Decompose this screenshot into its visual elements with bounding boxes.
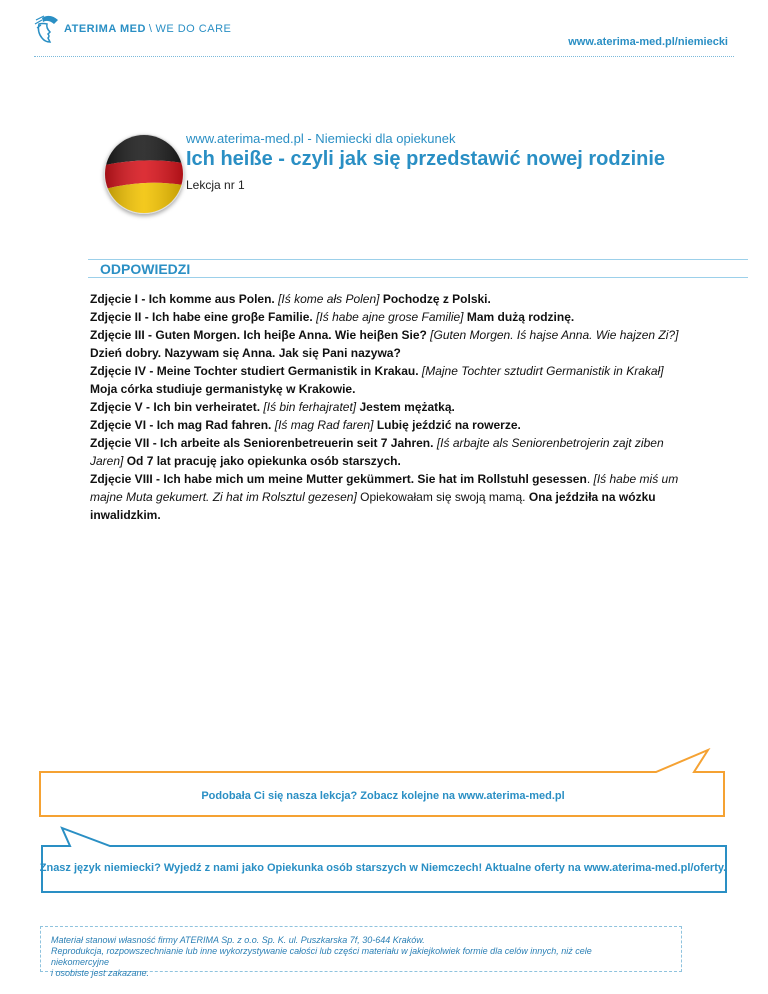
answer-label: Zdjęcie VII — [90, 436, 150, 450]
german-flag-icon — [104, 134, 184, 214]
answer-pronunciation: [Iś kome ałs Polen] — [278, 292, 380, 306]
answer-item: Zdjęcie II - Ich habe eine groβe Familie. [Iś habe ajne grose Familie] Mam dużą rodzinę. — [90, 310, 575, 324]
answer-label: Zdjęcie V — [90, 400, 143, 414]
brand-separator: \ — [148, 23, 153, 35]
answer-item: Zdjęcie III - Guten Morgen. Ich heiβe Anna. Wie heiβen Sie? [Guten Morgen. Iś hajse Anna. Wie hajzen Zi?] Dzień dobry. Nazywam się Anna. Jak się Pani nazywa? — [90, 328, 679, 360]
copyright-line: Reprodukcja, rozpowszechnianie lub inne wykorzystywanie całości lub części materiału w jakiejkolwiek formie dla celów innych, niż cele niekomercyjne — [51, 946, 592, 967]
answer-item: Zdjęcie VIII - Ich habe mich um meine Mutter gekümmert. Sie hat im Rollstuhl gesessen. [Iś habe miś um majne Muta gekumert. Zi hat im Rolsztul gezesen] Opiekowałam się swoją mamą. Ona jeździła na wózku inwalidzkim. — [90, 472, 679, 522]
orange-promo-banner[interactable] — [38, 748, 728, 820]
brand-logo — [34, 14, 231, 44]
lesson-subtitle: www.aterima-med.pl - Niemiecki dla opiekunek — [186, 131, 456, 146]
answer-polish: Dzień dobry. Nazywam się Anna. Jak się Pani nazywa? — [90, 346, 401, 360]
answer-pronunciation: [Iś habe ajne grose Familie] — [316, 310, 464, 324]
face-profile-icon — [34, 14, 60, 44]
answer-pronunciation: [Iś bin ferhajratet] — [263, 400, 357, 414]
answer-polish: Lubię jeździć na rowerze. — [376, 418, 521, 432]
header-divider — [34, 56, 734, 57]
blue-banner-text[interactable]: Znasz język niemiecki? Wyjedź z nami jako Opiekunka osób starszych w Niemczech! Aktualne oferty na www.aterima-med.pl/oferty. — [39, 862, 727, 874]
brand-name: ATERIMA MED — [64, 23, 146, 35]
copyright-notice — [40, 926, 682, 978]
answer-polish: Mam dużą rodzinę. — [466, 310, 575, 324]
answer-label: Zdjęcie VIII — [90, 472, 153, 486]
answer-pronunciation: [Iś arbajte als Seniorenbetrojerin zajt ziben Jaren] — [90, 436, 664, 468]
answer-label: Zdjęcie VI — [90, 418, 147, 432]
answer-label: Zdjęcie III — [90, 328, 145, 342]
lesson-title: Ich heiße - czyli jak się przedstawić nowej rodzinie — [186, 148, 666, 170]
orange-banner-text[interactable]: Podobała Ci się nasza lekcja? Zobacz kolejne na www.aterima-med.pl — [201, 790, 565, 802]
brand-tagline: WE DO CARE — [155, 23, 232, 35]
answers-heading: ODPOWIEDZI — [100, 261, 191, 277]
answer-german: Ich mag Rad fahren. — [156, 418, 272, 432]
answer-german: Ich bin verheiratet. — [153, 400, 261, 414]
answer-item: Zdjęcie VI - Ich mag Rad fahren. [Iś mag Rad faren] Lubię jeździć na rowerze. — [90, 418, 521, 432]
answer-pronunciation: [Majne Tochter sztudirt Germanistik in Krakał] — [421, 364, 664, 378]
answer-german: Ich habe mich um meine Mutter gekümmert. Sie hat im Rollstuhl gesessen — [163, 472, 587, 486]
answer-polish: Moja córka studiuje germanistykę w Krakowie. — [90, 382, 356, 396]
answer-pronunciation: [Guten Morgen. Iś hajse Anna. Wie hajzen Zi?] — [430, 328, 679, 342]
answer-german: Ich arbeite als Seniorenbetreuerin seit 7 Jahren. — [160, 436, 434, 450]
blue-speech-bubble-icon — [38, 826, 728, 894]
answers-heading-bar — [88, 259, 748, 278]
answer-polish: Jestem mężatką. — [359, 400, 455, 414]
lesson-number: Lekcja nr 1 — [186, 178, 245, 192]
answer-pronunciation: [Iś mag Rad faren] — [274, 418, 374, 432]
orange-speech-bubble-icon — [38, 748, 728, 820]
answer-german: Guten Morgen. Ich heiβe Anna. Wie heiβen Sie? — [155, 328, 427, 342]
header-url[interactable]: www.aterima-med.pl/niemiecki — [568, 36, 728, 48]
answer-label: Zdjęcie IV — [90, 364, 147, 378]
answer-german: Ich komme aus Polen. — [148, 292, 275, 306]
answer-item: Zdjęcie IV - Meine Tochter studiert Germanistik in Krakau. [Majne Tochter sztudirt Germanistik in Krakał] Moja córka studiuje germanistykę w Krakowie. — [90, 364, 664, 396]
answer-german: Ich habe eine groβe Familie. — [152, 310, 313, 324]
answer-polish-plain: Opiekowałam się swoją mamą. — [360, 490, 526, 504]
copyright-line: Materiał stanowi własność firmy ATERIMA Sp. z o.o. Sp. K. ul. Puszkarska 7f, 30-644 Kraków. — [51, 935, 425, 945]
answers-list — [90, 290, 690, 524]
answer-label: Zdjęcie I — [90, 292, 139, 306]
answer-polish: Ona jeździła na wózku inwalidzkim. — [90, 490, 656, 522]
answer-item: Zdjęcie I - Ich komme aus Polen. [Iś kome ałs Polen] Pochodzę z Polski. — [90, 292, 491, 306]
answer-item: Zdjęcie VII - Ich arbeite als Seniorenbetreuerin seit 7 Jahren. [Iś arbajte als Seniorenbetrojerin zajt ziben Jaren] Od 7 lat pracuję jako opiekunka osób starszych. — [90, 436, 664, 468]
answer-polish: Od 7 lat pracuję jako opiekunka osób starszych. — [126, 454, 401, 468]
answer-german: Meine Tochter studiert Germanistik in Krakau. — [156, 364, 419, 378]
copyright-line: i osobiste jest zakazane. — [51, 968, 150, 978]
blue-jobs-banner[interactable] — [38, 826, 728, 894]
answer-item: Zdjęcie V - Ich bin verheiratet. [Iś bin ferhajratet] Jestem mężatką. — [90, 400, 455, 414]
answer-pronunciation: [Iś habe miś um majne Muta gekumert. Zi hat im Rolsztul gezesen] — [90, 472, 679, 504]
answer-polish: Pochodzę z Polski. — [382, 292, 491, 306]
answer-label: Zdjęcie II — [90, 310, 142, 324]
